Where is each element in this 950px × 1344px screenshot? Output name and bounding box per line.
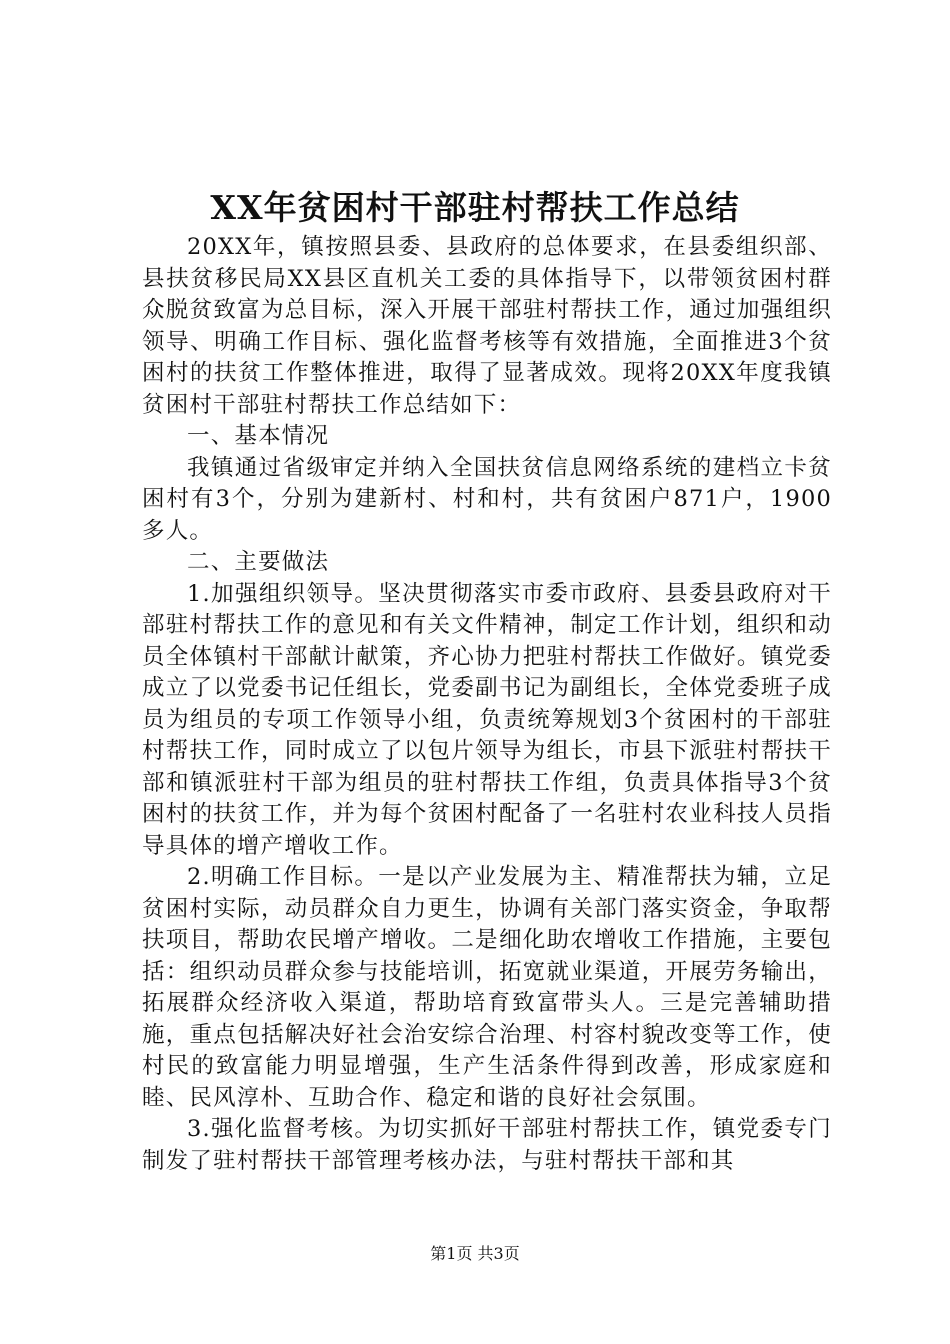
basic-situation-paragraph: 我镇通过省级审定并纳入全国扶贫信息网络系统的建档立卡贫困村有3个，分别为建新村、村和村，共有贫困户871户，1900多人。 xyxy=(142,454,832,544)
practice-paragraph-3: 3.强化监督考核。为切实抓好干部驻村帮扶工作，镇党委专门制发了驻村帮扶干部管理考核办法，与驻村帮扶干部和其 xyxy=(142,1116,832,1174)
section-heading-basic-situation: 一、基本情况 xyxy=(187,423,330,449)
section-heading-main-practices: 二、主要做法 xyxy=(187,549,330,575)
page-number-footer: 第1页 共3页 xyxy=(430,1244,520,1263)
intro-paragraph: 20XX年，镇按照县委、县政府的总体要求，在县委组织部、县扶贫移民局XX县区直机关工委的具体指导下，以带领贫困村群众脱贫致富为总目标，深入开展干部驻村帮扶工作，通过加强组织领导、明确工作目标、强化监督考核等有效措施，全面推进3个贫困村的扶贫工作整体推进，取得了显著成效。现将20XX年度我镇贫困村干部驻村帮扶工作总结如下： xyxy=(142,234,832,418)
document-body xyxy=(142,232,832,1177)
document-title: XX年贫困村干部驻村帮扶工作总结 xyxy=(210,188,740,227)
practice-paragraph-1: 1.加强组织领导。坚决贯彻落实市委市政府、县委县政府对干部驻村帮扶工作的意见和有关文件精神，制定工作计划，组织和动员全体镇村干部献计献策，齐心协力把驻村帮扶工作做好。镇党委成立了以党委书记任组长，党委副书记为副组长，全体党委班子成员为组员的专项工作领导小组，负责统筹规划3个贫困村的干部驻村帮扶工作，同时成立了以包片领导为组长，市县下派驻村帮扶干部和镇派驻村干部为组员的驻村帮扶工作组，负责具体指导3个贫困村的扶贫工作，并为每个贫困村配备了一名驻村农业科技人员指导具体的增产增收工作。 xyxy=(142,580,832,859)
practice-paragraph-2: 2.明确工作目标。一是以产业发展为主、精准帮扶为辅，立足贫困村实际，动员群众自力更生，协调有关部门落实资金，争取帮扶项目，帮助农民增产增收。二是细化助农增收工作措施，主要包括：组织动员群众参与技能培训，拓宽就业渠道，开展劳务输出，拓展群众经济收入渠道，帮助培育致富带头人。三是完善辅助措施，重点包括解决好社会治安综合治理、村容村貌改变等工作，使村民的致富能力明显增强，生产生活条件得到改善，形成家庭和睦、民风淳朴、互助合作、稳定和谐的良好社会氛围。 xyxy=(142,864,832,1111)
